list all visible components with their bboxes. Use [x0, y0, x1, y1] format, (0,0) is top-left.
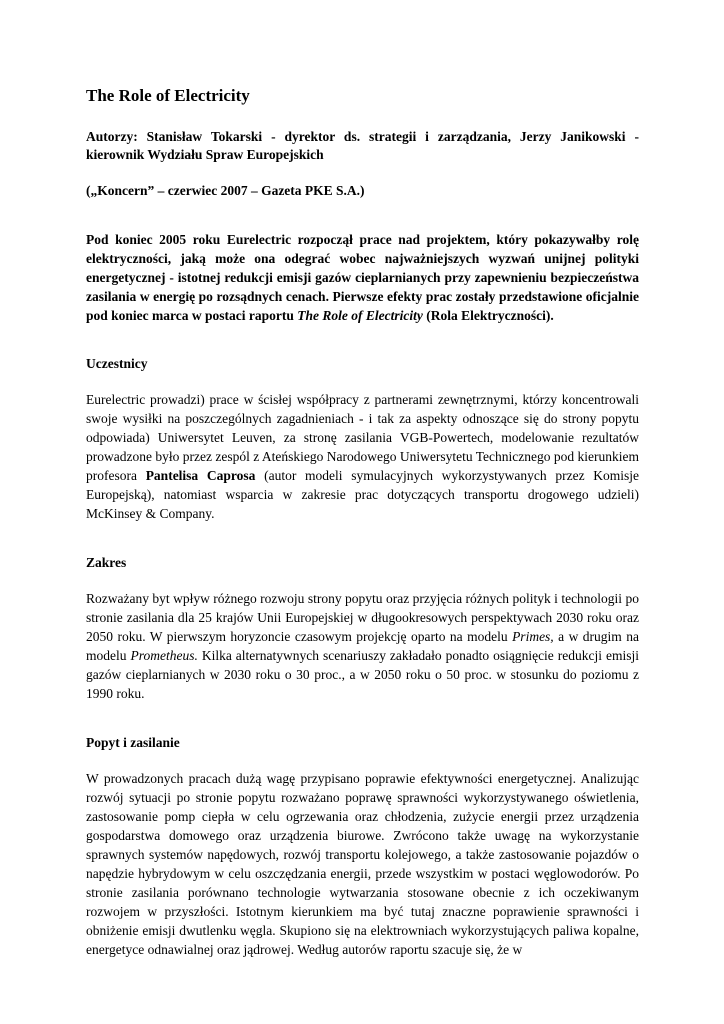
source-line: („Koncern” – czerwiec 2007 – Gazeta PKE S.A.): [86, 183, 365, 198]
lead-paragraph: [86, 230, 639, 325]
document-page: [86, 84, 639, 959]
model-name-prometheus: Prometheus.: [130, 648, 198, 663]
authors-line: Autorzy: Stanisław Tokarski - dyrektor ds. strategii i zarządzania, Jerzy Janikowski - kierownik Wydziału Spraw Europejskich: [86, 129, 639, 162]
lead-report-title: The Role of Electricity: [297, 308, 423, 323]
paragraph-text: a w drugim na modelu: [86, 629, 639, 663]
paragraph-text: Kilka alternatywnych scenariuszy zakładało ponadto osiągnięcie redukcji emisji gazów cieplarnianych w 2030 roku o 30 proc., a w 2050 roku o 50 proc. w stosunku do poziomu z 1990 roku.: [86, 648, 639, 701]
paragraph-text: (autor modeli symulacyjnych wykorzystywanych przez Komisje Europejską), natomiast wsparcia w zakresie prac dotyczących transportu drogowego udzieli) McKinsey & Company.: [86, 468, 640, 521]
section-heading-popyt: Popyt i zasilanie: [86, 735, 180, 750]
lead-text-1: Pod koniec 2005 roku Eurelectric rozpoczął prace nad projektem, który pokazywałby rolę elektryczności, jaką może ona odegrać wobec najważniejszych wyzwań unijnej polityki energetycznej - istotnej redukcji emisji gazów cieplarnianych przy zapewnieniu bezpieczeństwa zasilania w energię po rozsądnych cenach. Pierwsze efekty prac zostały przedstawione oficjalnie pod koniec marca w postaci raportu: [86, 232, 639, 323]
section-paragraph-zakres: [86, 589, 639, 703]
section-heading-uczestnicy: Uczestnicy: [86, 356, 148, 371]
paragraph-text: W prowadzonych pracach dużą wagę przypisano poprawie efektywności energetycznej. Analizując rozwój sytuacji po stronie popytu rozważano poprawę sprawności wykorzystywanego oświetlenia, zastosowanie pomp ciepła w celu ogrzewania oraz chłodzenia, zużycie energii przez urządzenia gospodarstwa domowego oraz urządzenia biurowe. Zwrócono także uwagę na wykorzystanie sprawnych systemów napędowych, rozwój transportu kolejowego, a także zastosowanie pojazdów o napędzie hybrydowym w celu oszczędzania energii, przede wszystkim w postaci węglowodorów. Po stronie zasilania porównano technologie wytwarzania stosowane obecnie z ich oczekiwanym rozwojem w przyszłości. Istotnym kierunkiem ma być tutaj znaczne poprawienie sprawności i obniżenie emisji dwutlenku węgla. Skupiono się na elektrowniach wykorzystujących paliwa kopalne, energetyce odnawialnej oraz jądrowej. Według autorów raportu szacuje się, że w: [86, 771, 639, 957]
paragraph-text: Rozważany byt wpływ różnego rozwoju strony popytu oraz przyjęcia różnych polityk i technologii po stronie zasilania dla 25 krajów Unii Europejskiej w długookresowych perspektywach 2030 roku oraz 2050 roku. W pierwszym horyzoncie czasowym projekcję oparto na modelu: [86, 591, 639, 644]
section-paragraph-popyt: [86, 769, 639, 959]
document-title: The Role of Electricity: [86, 86, 250, 105]
bold-name: Pantelisa Caprosa: [145, 468, 256, 483]
model-name-primes: Primes,: [512, 629, 554, 644]
paragraph-text: Eurelectric prowadzi) prace w ścisłej współpracy z partnerami zewnętrznymi, którzy koncentrowali swoje wysiłki na poszczególnych zagadnieniach - i tak za aspekty odnoszące się do strony popytu odpowiada) Uniwersytet Leuven, za stronę zasilania VGB-Powertech, modelowanie rezultatów prowadzone było przez zespól z Ateńskiego Narodowego Uniwersytetu Technicznego pod kierunkiem profesora: [86, 392, 639, 483]
section-heading-zakres: Zakres: [86, 555, 127, 570]
section-paragraph-uczestnicy: [86, 390, 639, 523]
lead-text-2: (Rola Elektryczności).: [422, 308, 554, 323]
